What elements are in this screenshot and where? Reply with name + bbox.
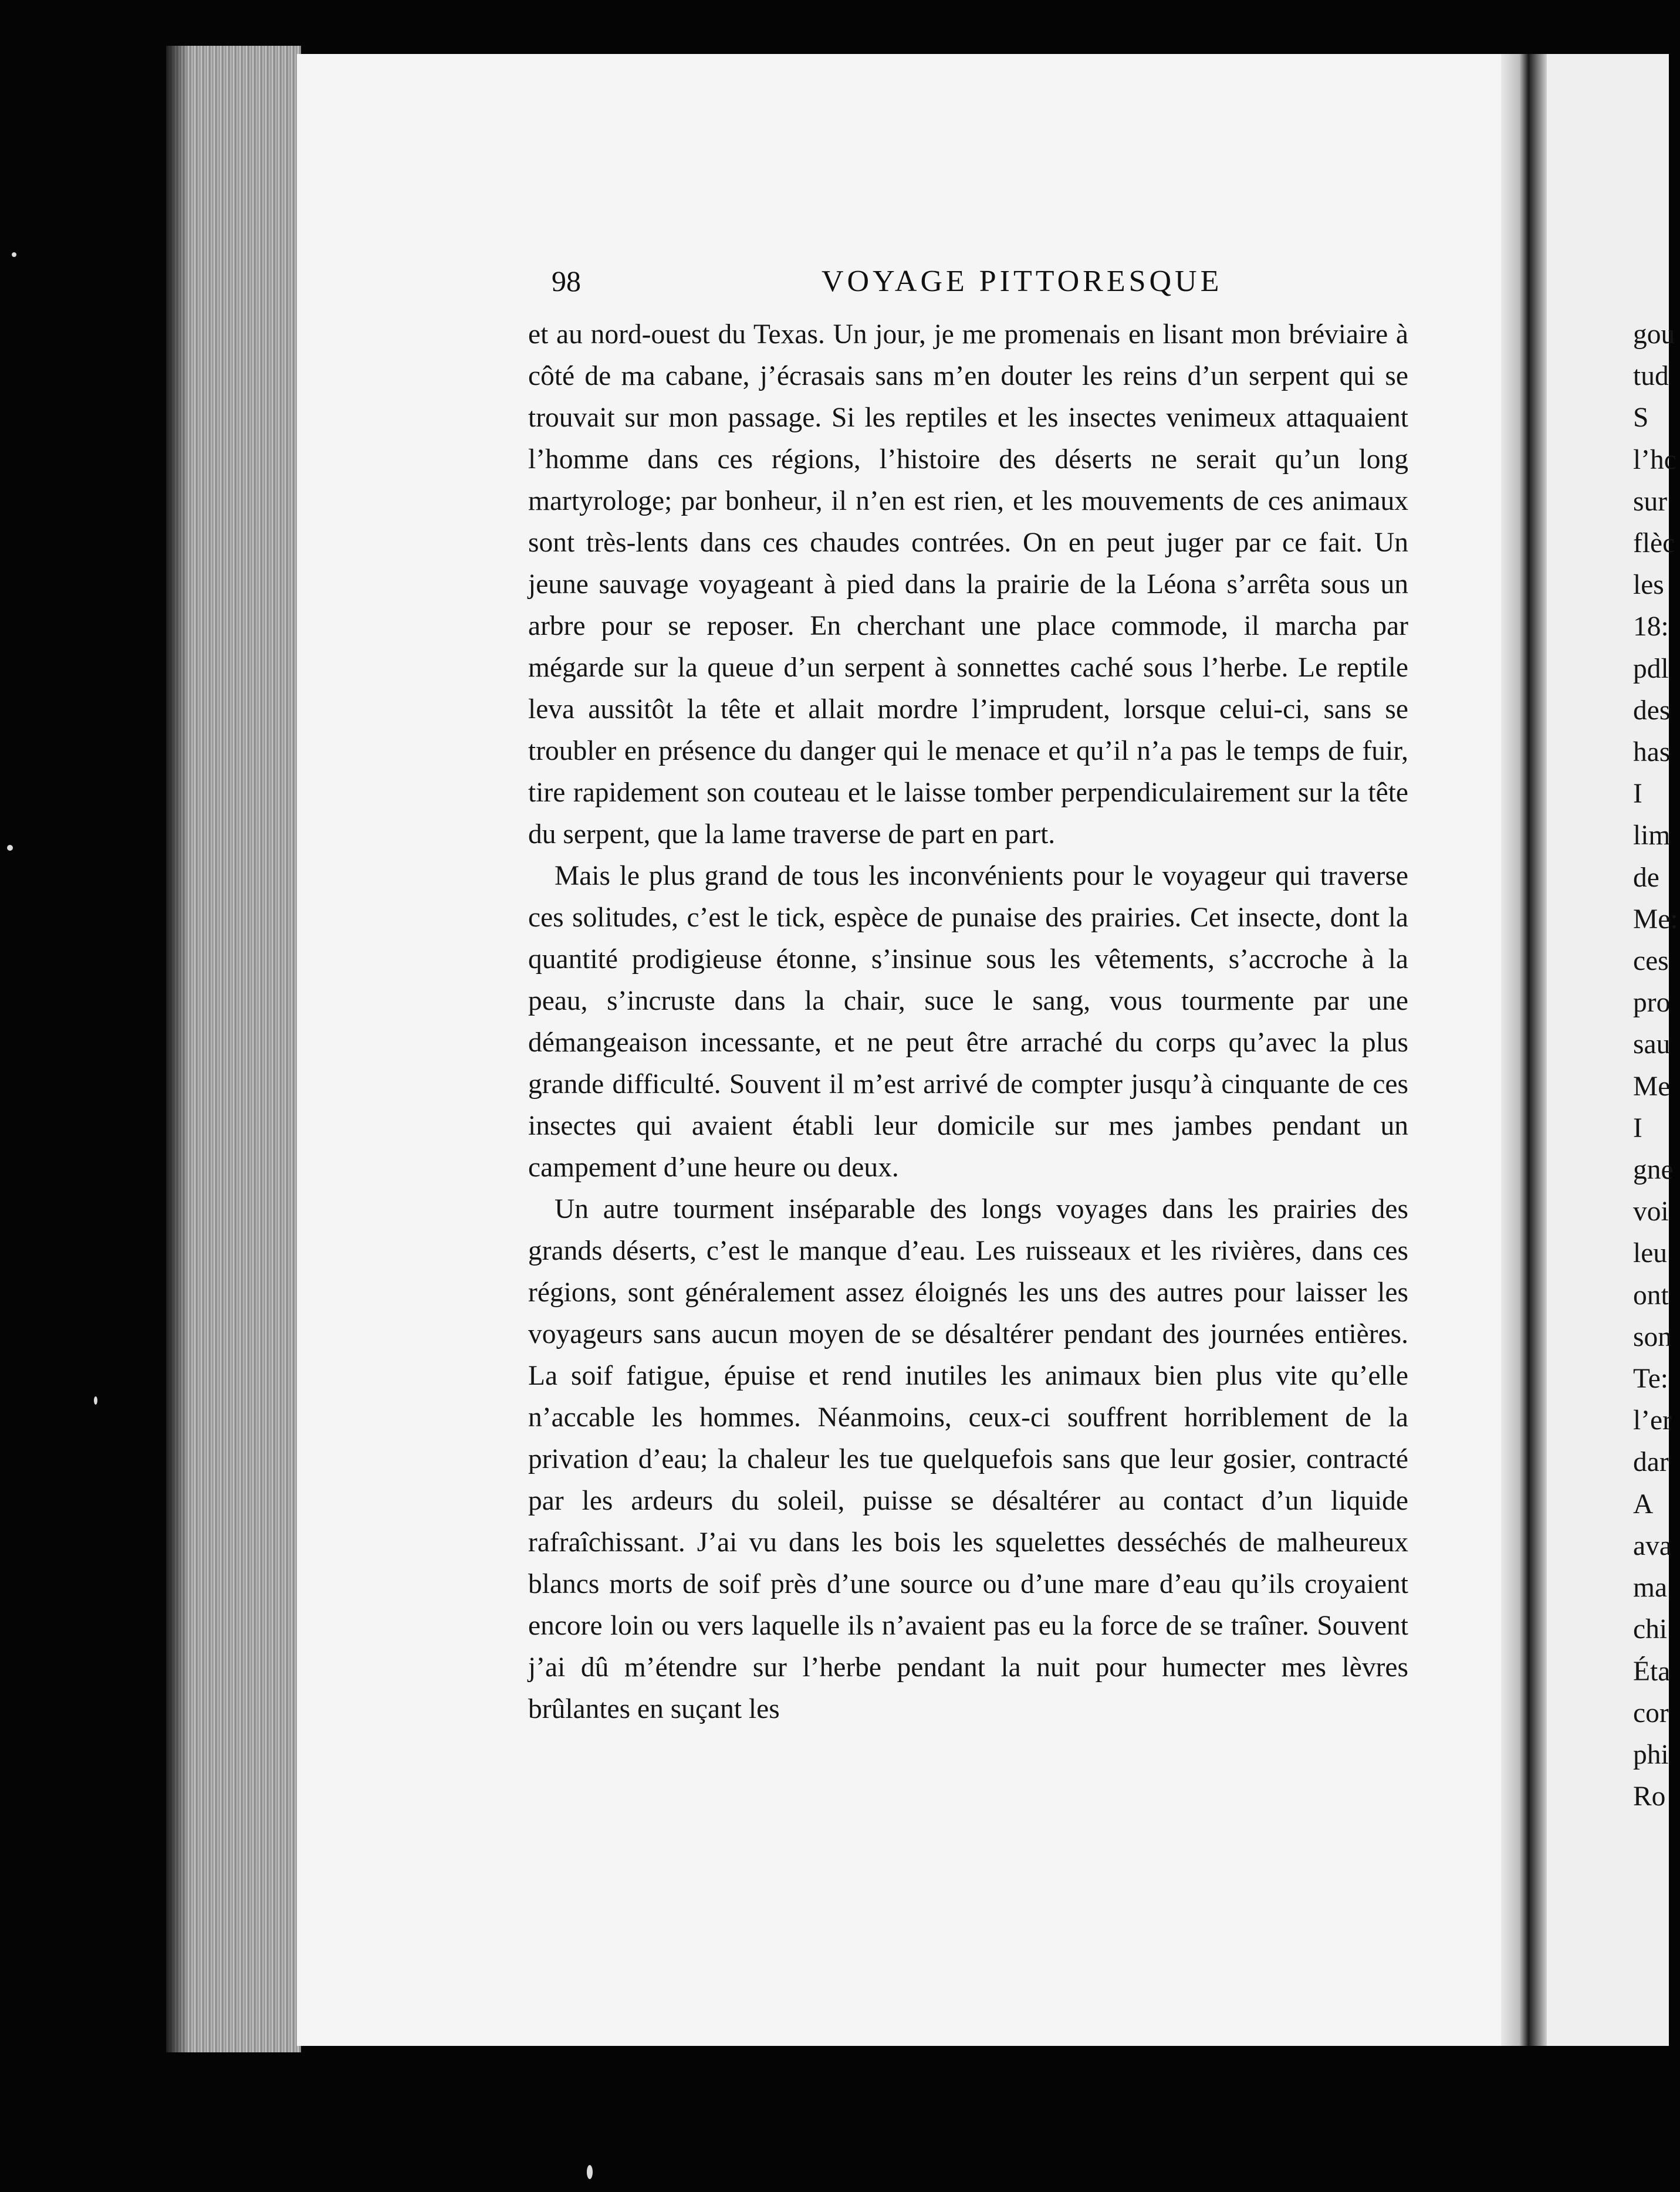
facing-page-fragment: tud	[1633, 361, 1669, 392]
facing-page-fragment: voi	[1633, 1196, 1669, 1227]
paragraph: Mais le plus grand de tous les inconvénients pour le voyageur qui traverse ces solitudes, c’est le tick, espèce de punaise des prairies. Cet insecte, dont la quantité prodigieuse étonne, s’insinue sous les vêtements, s’accroche à la peau, s’incruste dans la chair, suce le sang, vous tourmente par une démangeaison incessante, et ne peut être arraché du corps qu’avec la plus grande difficulté. Souvent il m’est arrivé de compter jusqu’à cinquante de ces insectes qui avaient établi leur domicile sur mes jambes pendant un campement d’une heure ou deux.	[528, 861, 1408, 1183]
facing-page-fragment: pro	[1633, 987, 1671, 1019]
facing-page-fragment: leu	[1633, 1238, 1668, 1269]
facing-page-fragment: Éta	[1633, 1656, 1671, 1687]
facing-page-fragment: de	[1633, 862, 1659, 893]
facing-page-fragment: l’hc	[1633, 444, 1676, 475]
facing-page-fragment: Te:	[1633, 1364, 1668, 1395]
running-title: VOYAGE PITTORESQUE	[822, 265, 1223, 298]
facing-page-fragment: Ro	[1633, 1781, 1666, 1812]
facing-page-fragment: des	[1633, 695, 1671, 726]
dust-speck	[7, 845, 13, 851]
facing-page-fragment: phi	[1633, 1739, 1669, 1770]
facing-page-fragment: ont	[1633, 1280, 1669, 1311]
facing-page-fragment: sau	[1633, 1029, 1671, 1060]
facing-page-fragment: ma	[1633, 1572, 1668, 1604]
facing-page-fragment: I	[1633, 779, 1642, 810]
facing-page-fragment: dar	[1633, 1447, 1669, 1478]
page-edges-shadow	[166, 46, 190, 2052]
facing-page-fragment: gou	[1633, 319, 1675, 350]
book-gutter	[1501, 54, 1547, 2046]
facing-page-fragment: cor	[1633, 1697, 1669, 1728]
facing-page-fragment: pdl	[1633, 653, 1669, 684]
page-number: 98	[552, 265, 581, 297]
dust-speck	[587, 2165, 593, 2179]
facing-page-fragment: 18:	[1633, 611, 1669, 642]
facing-page-fragment: chi	[1633, 1614, 1668, 1645]
facing-page-fragment: son	[1633, 1321, 1672, 1352]
facing-page-fragment: sur	[1633, 486, 1668, 517]
paragraph: et au nord-ouest du Texas. Un jour, je me promenais en lisant mon bréviaire à côté de ma cabane, j’écrasais sans m’en douter les reins d’un serpent qui se trouvait sur mon passage. Si les reptiles et les insectes venimeux attaquaient l’homme dans ces régions, l’histoire des déserts ne serait qu’un long martyrologe; par bonheur, il n’en est rien, et les mouvements de ces animaux sont très-lents dans ces chaudes contrées. On en peut juger par ce fait. Un jeune sauvage voyageant à pied dans la prairie de la Léona s’arrêta sous un arbre pour se reposer. En cherchant une place commode, il marcha par mégarde sur la queue d’un serpent à sonnettes caché sous l’herbe. Le reptile leva aussitôt la tête et allait mordre l’imprudent, lorsque celui-ci, sans se troubler en présence du danger qui le menace et qu’il n’a pas le temps de fuir, tire rapidement son couteau et le laisse tomber perpendiculairement sur la tête du serpent, que la lame traverse de part en part.	[528, 319, 1408, 850]
paragraph: Un autre tourment inséparable des longs voyages dans les prairies des grands déserts, c’est le manque d’eau. Les ruisseaux et les rivières, dans ces régions, sont généralement assez éloignés les uns des autres pour laisser les voyageurs sans aucun moyen de se désaltérer pendant des journées entières. La soif fatigue, épuise et rend inutiles les animaux bien plus vite qu’elle n’accable les hommes. Néanmoins, ceux-ci souffrent horriblement de la privation d’eau; la chaleur les tue quelquefois sans que leur gosier, contracté par les ardeurs du soleil, puisse se désaltérer au contact d’un liquide rafraîchissant. J’ai vu dans les bois les squelettes desséchés de malheureux blancs morts de soif près d’une source ou d’une mare d’eau qu’ils croyaient encore loin ou vers laquelle ils n’avaient pas eu la force de se traîner. Souvent j’ai dû m’étendre sur l’herbe pendant la nuit pour humecter mes lèvres brûlantes en suçant les	[528, 1194, 1408, 1724]
facing-page-fragment: Me	[1633, 1071, 1671, 1102]
dust-speck	[12, 252, 16, 257]
facing-page-text	[1633, 314, 1680, 1818]
facing-page-fragment: ava	[1633, 1530, 1672, 1561]
page-header	[552, 264, 1408, 305]
facing-page-fragment: flèc	[1633, 528, 1675, 559]
facing-page-fragment: les	[1633, 570, 1664, 601]
facing-page-fragment: I	[1633, 1112, 1642, 1144]
facing-page-fragment: l’er	[1633, 1405, 1672, 1436]
facing-page-fragment: gne	[1633, 1155, 1674, 1186]
facing-page-fragment: A	[1633, 1489, 1654, 1520]
facing-page-fragment: Me:	[1633, 904, 1678, 935]
body-text	[528, 314, 1408, 1730]
facing-page-fragment: lim	[1633, 820, 1671, 851]
facing-page-fragment: has	[1633, 737, 1671, 768]
facing-page-fragment: ces	[1633, 946, 1669, 977]
dust-speck	[94, 1396, 97, 1405]
facing-page-fragment: S	[1633, 402, 1649, 434]
